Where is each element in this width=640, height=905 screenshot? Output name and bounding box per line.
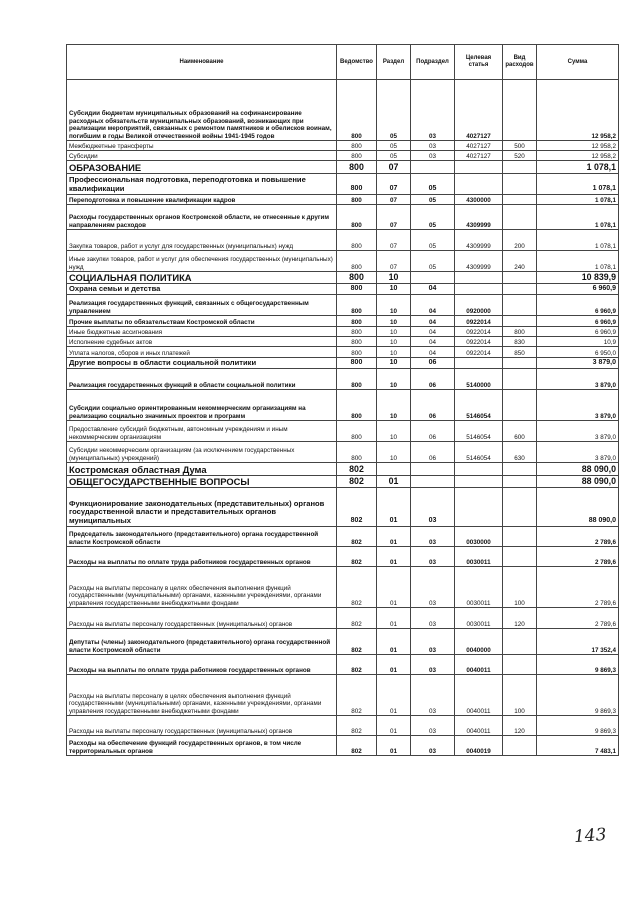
cell-vid — [503, 527, 537, 547]
cell-podrazdel: 06 — [411, 369, 455, 390]
table-row — [67, 174, 619, 195]
cell-podrazdel: 03 — [411, 141, 455, 151]
cell-vid — [503, 476, 537, 488]
table-row — [67, 295, 619, 316]
col-header-razdel: Раздел — [377, 45, 411, 80]
cell-podrazdel — [411, 161, 455, 174]
col-header-sum: Сумма — [537, 45, 619, 80]
cell-ved: 802 — [337, 675, 377, 716]
cell-vid — [503, 80, 537, 141]
table-row — [67, 347, 619, 358]
cell-vid: 240 — [503, 251, 537, 272]
cell-ved: 800 — [337, 369, 377, 390]
cell-ved: 800 — [337, 337, 377, 347]
cell-sum: 6 950,0 — [537, 347, 619, 358]
cell-ved: 800 — [337, 161, 377, 174]
cell-ved: 802 — [337, 655, 377, 675]
cell-name: Закупка товаров, работ и услуг для государственных (муниципальных) нужд — [67, 230, 337, 251]
cell-sum: 2 789,6 — [537, 547, 619, 567]
cell-podrazdel: 04 — [411, 327, 455, 337]
cell-ved: 802 — [337, 608, 377, 629]
table-row — [67, 230, 619, 251]
cell-razdel: 01 — [377, 675, 411, 716]
cell-target: 4027127 — [455, 151, 503, 161]
cell-podrazdel: 03 — [411, 80, 455, 141]
cell-podrazdel: 04 — [411, 347, 455, 358]
cell-sum: 6 960,9 — [537, 316, 619, 327]
cell-ved: 800 — [337, 390, 377, 421]
cell-razdel: 07 — [377, 251, 411, 272]
cell-podrazdel: 04 — [411, 284, 455, 295]
cell-target — [455, 358, 503, 369]
cell-razdel: 10 — [377, 327, 411, 337]
cell-podrazdel: 03 — [411, 488, 455, 527]
cell-razdel: 10 — [377, 421, 411, 442]
cell-target: 0030000 — [455, 527, 503, 547]
cell-sum: 1 078,1 — [537, 230, 619, 251]
cell-razdel: 01 — [377, 629, 411, 655]
cell-name: Иные бюджетные ассигнования — [67, 327, 337, 337]
cell-name: ОБЩЕГОСУДАРСТВЕННЫЕ ВОПРОСЫ — [67, 476, 337, 488]
table-row — [67, 736, 619, 756]
cell-ved: 802 — [337, 476, 377, 488]
cell-sum: 9 869,3 — [537, 655, 619, 675]
cell-name: Реализация государственных функций, связанных с общегосударственным управлением — [67, 295, 337, 316]
cell-sum: 1 078,1 — [537, 161, 619, 174]
cell-vid — [503, 161, 537, 174]
cell-name: Расходы государственных органов Костромской области, не отнесенные к другим направлениям расходов — [67, 205, 337, 230]
cell-ved: 802 — [337, 463, 377, 476]
cell-vid — [503, 547, 537, 567]
cell-target: 0030011 — [455, 547, 503, 567]
table-row — [67, 161, 619, 174]
cell-ved: 802 — [337, 567, 377, 608]
cell-ved: 800 — [337, 442, 377, 463]
cell-ved: 800 — [337, 284, 377, 295]
cell-podrazdel — [411, 463, 455, 476]
table-row — [67, 195, 619, 205]
cell-target: 0040000 — [455, 629, 503, 655]
cell-razdel: 01 — [377, 527, 411, 547]
cell-vid — [503, 195, 537, 205]
cell-name: Расходы на выплаты персоналу государственных (муниципальных) органов — [67, 608, 337, 629]
cell-target: 4027127 — [455, 141, 503, 151]
cell-vid: 800 — [503, 327, 537, 337]
cell-target — [455, 284, 503, 295]
cell-ved: 800 — [337, 272, 377, 284]
cell-name: Реализация государственных функций в области социальной политики — [67, 369, 337, 390]
cell-razdel: 01 — [377, 736, 411, 756]
cell-sum: 1 078,1 — [537, 195, 619, 205]
cell-ved: 800 — [337, 230, 377, 251]
cell-sum: 1 078,1 — [537, 205, 619, 230]
cell-ved: 802 — [337, 716, 377, 736]
cell-razdel: 05 — [377, 151, 411, 161]
cell-podrazdel: 04 — [411, 295, 455, 316]
cell-razdel: 05 — [377, 141, 411, 151]
cell-vid — [503, 629, 537, 655]
cell-name: Иные закупки товаров, работ и услуг для обеспечения государственных (муниципальных) нужд — [67, 251, 337, 272]
cell-target — [455, 463, 503, 476]
cell-sum: 3 879,0 — [537, 442, 619, 463]
table-row — [67, 390, 619, 421]
table-row — [67, 716, 619, 736]
cell-sum: 9 869,3 — [537, 716, 619, 736]
cell-razdel: 07 — [377, 161, 411, 174]
cell-target: 0040011 — [455, 655, 503, 675]
cell-name: ОБРАЗОВАНИЕ — [67, 161, 337, 174]
cell-vid — [503, 316, 537, 327]
cell-podrazdel: 04 — [411, 337, 455, 347]
cell-name: Прочие выплаты по обязательствам Костромской области — [67, 316, 337, 327]
table-row — [67, 442, 619, 463]
cell-vid: 100 — [503, 675, 537, 716]
cell-podrazdel: 03 — [411, 655, 455, 675]
cell-vid — [503, 390, 537, 421]
cell-vid — [503, 736, 537, 756]
cell-vid: 830 — [503, 337, 537, 347]
cell-vid — [503, 295, 537, 316]
cell-sum: 1 078,1 — [537, 174, 619, 195]
cell-razdel: 05 — [377, 80, 411, 141]
table-header-row — [67, 45, 619, 80]
cell-sum: 3 879,0 — [537, 421, 619, 442]
cell-ved: 800 — [337, 195, 377, 205]
cell-ved: 800 — [337, 174, 377, 195]
cell-razdel: 01 — [377, 608, 411, 629]
cell-target: 0040011 — [455, 675, 503, 716]
cell-target: 5146054 — [455, 421, 503, 442]
cell-ved: 800 — [337, 347, 377, 358]
cell-podrazdel — [411, 272, 455, 284]
cell-sum: 88 090,0 — [537, 476, 619, 488]
table-row — [67, 141, 619, 151]
cell-sum: 2 789,6 — [537, 567, 619, 608]
cell-razdel: 10 — [377, 284, 411, 295]
cell-vid: 500 — [503, 141, 537, 151]
cell-target: 0922014 — [455, 327, 503, 337]
cell-vid: 520 — [503, 151, 537, 161]
cell-name: Субсидии некоммерческим организациям (за исключением государственных (муниципальных) учреждений) — [67, 442, 337, 463]
cell-target: 4027127 — [455, 80, 503, 141]
cell-name: Субсидии бюджетам муниципальных образований на софинансирование расходных обязательств муниципальных образований, возникающих при реализации мероприятий, связанных с ремонтом памятников и обелисков воинам, погибшим в годы Великой отечественной войны 1941-1945 годов — [67, 80, 337, 141]
cell-podrazdel: 06 — [411, 358, 455, 369]
table-row — [67, 151, 619, 161]
cell-vid — [503, 272, 537, 284]
table-row — [67, 527, 619, 547]
cell-name: Расходы на выплаты по оплате труда работников государственных органов — [67, 547, 337, 567]
cell-vid — [503, 369, 537, 390]
cell-target — [455, 174, 503, 195]
cell-name: Функционирование законодательных (представительных) органов государственной власти и представительных органов муниципальных — [67, 488, 337, 527]
cell-ved: 800 — [337, 358, 377, 369]
cell-target: 0922014 — [455, 316, 503, 327]
cell-sum: 3 879,0 — [537, 369, 619, 390]
cell-ved: 802 — [337, 488, 377, 527]
cell-sum: 7 483,1 — [537, 736, 619, 756]
cell-razdel: 01 — [377, 655, 411, 675]
cell-target: 0920000 — [455, 295, 503, 316]
cell-target — [455, 488, 503, 527]
cell-podrazdel: 03 — [411, 736, 455, 756]
col-header-name: Наименование — [67, 45, 337, 80]
cell-vid — [503, 488, 537, 527]
cell-target: 0922014 — [455, 347, 503, 358]
cell-ved: 800 — [337, 151, 377, 161]
cell-name: Уплата налогов, сборов и иных платежей — [67, 347, 337, 358]
cell-ved: 800 — [337, 251, 377, 272]
cell-podrazdel: 06 — [411, 442, 455, 463]
cell-podrazdel: 05 — [411, 251, 455, 272]
table-row — [67, 80, 619, 141]
table-row — [67, 369, 619, 390]
cell-razdel: 10 — [377, 358, 411, 369]
cell-ved: 800 — [337, 295, 377, 316]
handwritten-page-number: 143 — [573, 824, 608, 848]
cell-name: Предоставление субсидий бюджетным, автономным учреждениям и иным некоммерческим организациям — [67, 421, 337, 442]
budget-table — [66, 44, 619, 756]
cell-sum: 88 090,0 — [537, 488, 619, 527]
cell-name: Межбюджетные трансферты — [67, 141, 337, 151]
cell-ved: 800 — [337, 421, 377, 442]
cell-ved: 802 — [337, 736, 377, 756]
table-body — [67, 80, 619, 756]
cell-razdel: 10 — [377, 390, 411, 421]
cell-vid — [503, 463, 537, 476]
table-row — [67, 567, 619, 608]
cell-ved: 800 — [337, 205, 377, 230]
cell-sum: 3 879,0 — [537, 390, 619, 421]
cell-razdel: 07 — [377, 205, 411, 230]
cell-podrazdel: 03 — [411, 547, 455, 567]
cell-podrazdel: 05 — [411, 230, 455, 251]
cell-sum: 10,9 — [537, 337, 619, 347]
table-row — [67, 476, 619, 488]
table-row — [67, 205, 619, 230]
table-row — [67, 629, 619, 655]
cell-target — [455, 272, 503, 284]
table-row — [67, 327, 619, 337]
cell-target: 0040011 — [455, 716, 503, 736]
cell-podrazdel: 03 — [411, 151, 455, 161]
cell-name: Профессиональная подготовка, переподготовка и повышение квалификации — [67, 174, 337, 195]
cell-ved: 800 — [337, 80, 377, 141]
cell-razdel: 07 — [377, 230, 411, 251]
cell-podrazdel: 05 — [411, 205, 455, 230]
cell-sum: 12 958,2 — [537, 141, 619, 151]
table-row — [67, 608, 619, 629]
cell-podrazdel: 06 — [411, 421, 455, 442]
cell-target: 4309999 — [455, 205, 503, 230]
cell-podrazdel: 06 — [411, 390, 455, 421]
cell-vid: 600 — [503, 421, 537, 442]
table-row — [67, 316, 619, 327]
table-row — [67, 421, 619, 442]
cell-vid — [503, 205, 537, 230]
cell-vid — [503, 284, 537, 295]
table-row — [67, 675, 619, 716]
cell-podrazdel: 03 — [411, 675, 455, 716]
cell-target: 5140000 — [455, 369, 503, 390]
cell-podrazdel: 03 — [411, 608, 455, 629]
cell-razdel: 07 — [377, 195, 411, 205]
cell-ved: 802 — [337, 527, 377, 547]
cell-name: Расходы на выплаты персоналу государственных (муниципальных) органов — [67, 716, 337, 736]
cell-name: Субсидии социально ориентированным некоммерческим организациям на реализацию социально значимых проектов и программ — [67, 390, 337, 421]
cell-vid: 120 — [503, 608, 537, 629]
cell-razdel: 10 — [377, 337, 411, 347]
cell-razdel: 01 — [377, 476, 411, 488]
cell-name: Расходы на выплаты по оплате труда работников государственных органов — [67, 655, 337, 675]
cell-razdel: 10 — [377, 347, 411, 358]
cell-sum: 12 958,2 — [537, 151, 619, 161]
cell-razdel: 10 — [377, 369, 411, 390]
table-row — [67, 358, 619, 369]
cell-podrazdel: 03 — [411, 567, 455, 608]
cell-razdel: 07 — [377, 174, 411, 195]
cell-razdel — [377, 463, 411, 476]
cell-name: Расходы на выплаты персоналу в целях обеспечения выполнения функций государственными (муниципальными) органами, казенными учреждениями, органами управления государственными внебюджетными фондами — [67, 675, 337, 716]
cell-vid: 120 — [503, 716, 537, 736]
table-row — [67, 488, 619, 527]
cell-podrazdel — [411, 476, 455, 488]
cell-ved: 800 — [337, 327, 377, 337]
cell-sum: 6 960,9 — [537, 295, 619, 316]
cell-vid — [503, 358, 537, 369]
cell-podrazdel: 03 — [411, 527, 455, 547]
table-row — [67, 655, 619, 675]
col-header-vid: Вид расходов — [503, 45, 537, 80]
cell-sum: 1 078,1 — [537, 251, 619, 272]
cell-sum: 12 958,2 — [537, 80, 619, 141]
cell-vid — [503, 655, 537, 675]
cell-ved: 800 — [337, 141, 377, 151]
table-row — [67, 547, 619, 567]
cell-vid: 850 — [503, 347, 537, 358]
cell-name: Субсидии — [67, 151, 337, 161]
col-header-target: Целевая статья — [455, 45, 503, 80]
cell-podrazdel: 05 — [411, 195, 455, 205]
cell-vid — [503, 174, 537, 195]
cell-target: 0030011 — [455, 567, 503, 608]
cell-podrazdel: 04 — [411, 316, 455, 327]
cell-razdel: 10 — [377, 295, 411, 316]
cell-razdel: 01 — [377, 547, 411, 567]
cell-name: Расходы на выплаты персоналу в целях обеспечения выполнения функций государственными (муниципальными) органами, казенными учреждениями, органами управления государственными внебюджетными фондами — [67, 567, 337, 608]
cell-target: 0030011 — [455, 608, 503, 629]
table-row — [67, 272, 619, 284]
cell-razdel: 10 — [377, 272, 411, 284]
cell-razdel: 10 — [377, 442, 411, 463]
cell-target: 0922014 — [455, 337, 503, 347]
cell-name: Костромская областная Дума — [67, 463, 337, 476]
cell-vid: 630 — [503, 442, 537, 463]
cell-sum: 88 090,0 — [537, 463, 619, 476]
table-row — [67, 251, 619, 272]
cell-target — [455, 476, 503, 488]
cell-name: Переподготовка и повышение квалификации кадров — [67, 195, 337, 205]
cell-sum: 2 789,6 — [537, 527, 619, 547]
col-header-podrazdel: Подраздел — [411, 45, 455, 80]
cell-target: 4300000 — [455, 195, 503, 205]
cell-sum: 17 352,4 — [537, 629, 619, 655]
cell-sum: 2 789,6 — [537, 608, 619, 629]
cell-razdel: 01 — [377, 716, 411, 736]
cell-target: 4309999 — [455, 251, 503, 272]
cell-sum: 6 960,9 — [537, 284, 619, 295]
cell-podrazdel: 03 — [411, 716, 455, 736]
cell-ved: 802 — [337, 547, 377, 567]
cell-name: Депутаты (члены) законодательного (представительного) органа государственной власти Костромской области — [67, 629, 337, 655]
cell-name: Председатель законодательного (представительного) органа государственной власти Костромской области — [67, 527, 337, 547]
cell-sum: 9 869,3 — [537, 675, 619, 716]
cell-name: Исполнение судебных актов — [67, 337, 337, 347]
cell-name: Другие вопросы в области социальной политики — [67, 358, 337, 369]
cell-name: Охрана семьи и детства — [67, 284, 337, 295]
cell-podrazdel: 03 — [411, 629, 455, 655]
cell-podrazdel: 05 — [411, 174, 455, 195]
cell-razdel: 01 — [377, 488, 411, 527]
col-header-ved: Ведомство — [337, 45, 377, 80]
cell-sum: 3 879,0 — [537, 358, 619, 369]
cell-vid: 200 — [503, 230, 537, 251]
cell-razdel: 01 — [377, 567, 411, 608]
cell-target: 5146054 — [455, 442, 503, 463]
cell-sum: 6 960,9 — [537, 327, 619, 337]
cell-target — [455, 161, 503, 174]
cell-target: 5146054 — [455, 390, 503, 421]
cell-razdel: 10 — [377, 316, 411, 327]
cell-target: 0040019 — [455, 736, 503, 756]
cell-sum: 10 839,9 — [537, 272, 619, 284]
cell-name: СОЦИАЛЬНАЯ ПОЛИТИКА — [67, 272, 337, 284]
table-row — [67, 463, 619, 476]
cell-ved: 800 — [337, 316, 377, 327]
cell-target: 4309999 — [455, 230, 503, 251]
cell-ved: 802 — [337, 629, 377, 655]
table-row — [67, 284, 619, 295]
budget-document — [66, 44, 618, 756]
cell-vid: 100 — [503, 567, 537, 608]
table-row — [67, 337, 619, 347]
cell-name: Расходы на обеспечение функций государственных органов, в том числе территориальных органов — [67, 736, 337, 756]
